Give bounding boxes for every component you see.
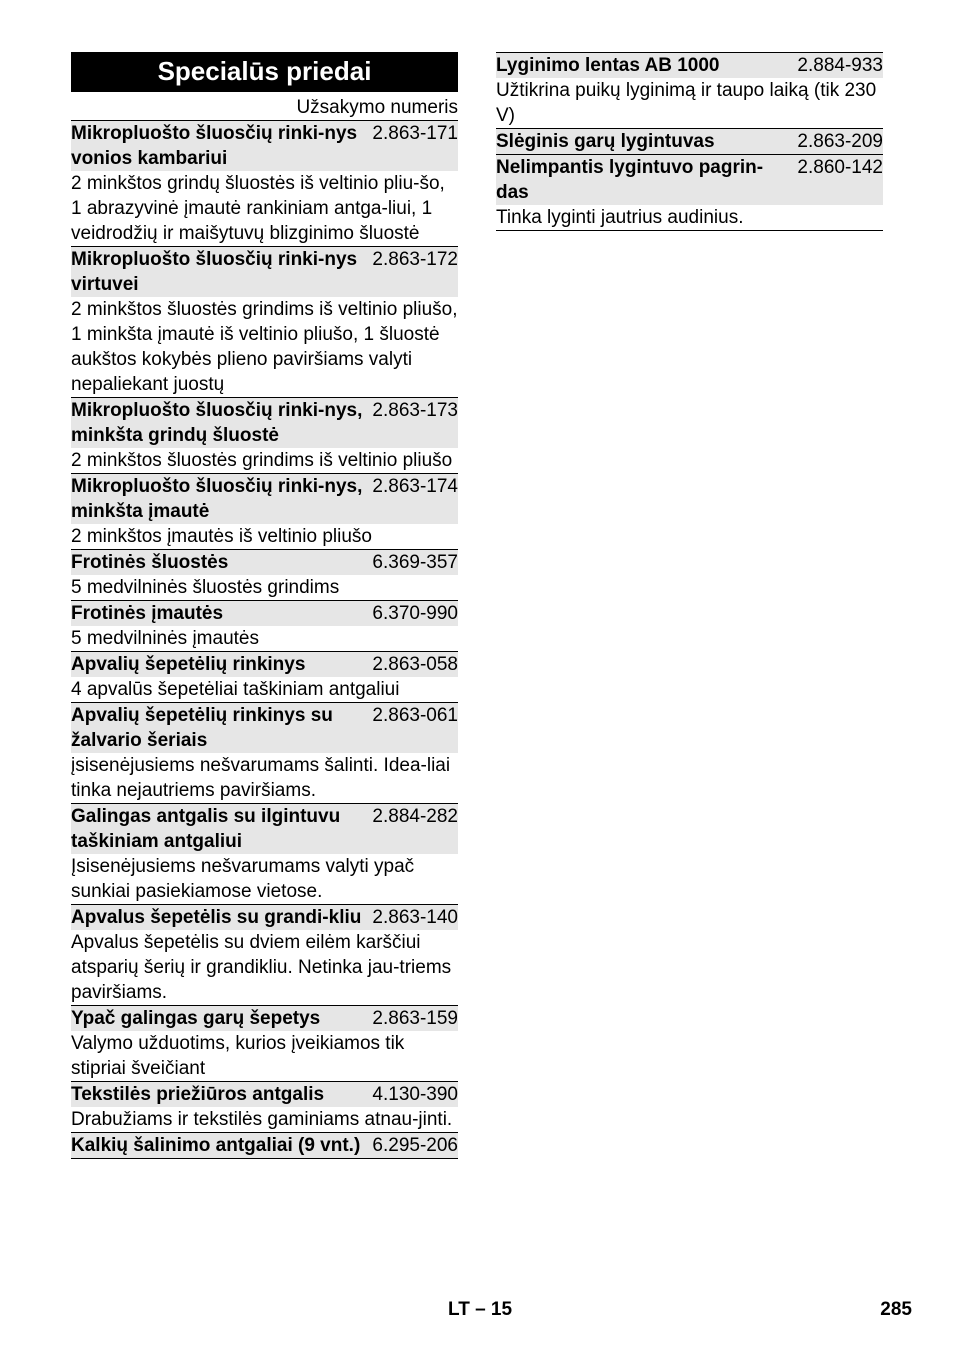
accessory-item-header: [71, 804, 458, 854]
accessory-description: Įsisenėjusiems nešvarumams valyti ypač sunkiai pasiekiamose vietose.: [71, 856, 415, 902]
left-column: [71, 52, 458, 1159]
order-number: 6.295-206: [372, 1135, 458, 1156]
accessory-item: [71, 1133, 458, 1159]
accessory-name: Frotinės įmautės: [71, 603, 224, 624]
accessory-list-right: [496, 52, 883, 231]
accessory-list-left: [71, 121, 458, 1159]
accessory-description: Drabužiams ir tekstilės gaminiams atnau-jinti.: [71, 1109, 453, 1130]
accessory-item-header: [496, 129, 883, 154]
accessory-name: Lyginimo lentas AB 1000: [496, 55, 720, 76]
section-title: Specialūs priedai: [71, 52, 458, 92]
accessory-item: [71, 601, 458, 652]
order-number: 2.863-058: [372, 654, 458, 675]
accessory-name: Nelimpantis lygintuvo pagrin-das: [496, 157, 764, 203]
accessory-description: įsisenėjusiems nešvarumams šalinti. Idea-liai tinka nejautriems paviršiams.: [71, 755, 451, 801]
accessory-item: [71, 474, 458, 550]
right-column: [496, 52, 883, 231]
accessory-description: 4 apvalūs šepetėliai taškiniam antgaliui: [71, 679, 400, 700]
accessory-description: 2 minkštos šluostės grindims iš veltinio pliušo: [71, 450, 453, 471]
accessory-name: Ypač galingas garų šepetys: [71, 1008, 321, 1029]
accessory-item-header: [71, 121, 458, 171]
accessory-name: Apvalių šepetėlių rinkinys: [71, 654, 306, 675]
accessory-item: [71, 247, 458, 398]
accessory-name: Apvalus šepetėlis su grandi-kliu: [71, 907, 362, 928]
accessory-item-header: [71, 247, 458, 297]
order-number: 2.884-282: [372, 806, 458, 827]
accessory-item: [71, 1006, 458, 1082]
order-number: 6.370-990: [372, 603, 458, 624]
accessory-item: [71, 550, 458, 601]
accessory-description: 2 minkštos šluostės grindims iš veltinio pliušo, 1 minkšta įmautė iš veltinio pliušo, 1 šluostė aukštos kokybės plieno paviršiams valyti nepaliekant juostų: [71, 299, 458, 395]
accessory-name: Galingas antgalis su ilgintuvu taškiniam antgaliui: [71, 806, 341, 852]
accessory-item: [71, 703, 458, 804]
accessory-item-header: [496, 155, 883, 205]
accessory-item-header: [71, 703, 458, 753]
accessory-item: [71, 1082, 458, 1133]
accessory-item-header: [71, 474, 458, 524]
accessory-item: [496, 129, 883, 155]
order-number: 2.884-933: [797, 55, 883, 76]
accessory-item: [71, 905, 458, 1006]
order-number: 4.130-390: [372, 1084, 458, 1105]
order-number: 2.863-209: [797, 131, 883, 152]
accessory-item-header: [71, 1082, 458, 1107]
accessory-name: Kalkių šalinimo antgaliai (9 vnt.): [71, 1135, 361, 1156]
accessory-name: Mikropluošto šluosčių rinki-nys vonios kambariui: [71, 123, 358, 169]
accessory-item-header: [71, 905, 458, 930]
order-number-header: Užsakymo numeris: [71, 92, 458, 121]
accessory-name: Tekstilės priežiūros antgalis: [71, 1084, 325, 1105]
accessory-item-header: [71, 1006, 458, 1031]
accessory-description: Apvalus šepetėlis su dviem eilėm karščiui atsparių šerių ir grandikliu. Netinka jau-triems paviršiams.: [71, 932, 452, 1003]
accessory-name: Slėginis garų lygintuvas: [496, 131, 715, 152]
order-number: 6.369-357: [372, 552, 458, 573]
accessory-name: Mikropluošto šluosčių rinki-nys, minkšta grindų šluostė: [71, 400, 363, 446]
accessory-item: [71, 121, 458, 247]
accessory-description: 2 minkštos įmautės iš veltinio pliušo: [71, 526, 372, 547]
order-number: 2.863-173: [372, 400, 458, 421]
accessory-name: Apvalių šepetėlių rinkinys su žalvario šeriais: [71, 705, 333, 751]
accessory-item-header: [71, 1133, 458, 1158]
order-number: 2.863-172: [372, 249, 458, 270]
accessory-item-header: [71, 398, 458, 448]
page-number: 285: [880, 1299, 912, 1320]
accessory-item: [496, 52, 883, 129]
order-number: 2.863-171: [372, 123, 458, 144]
accessory-name: Frotinės šluostės: [71, 552, 229, 573]
accessory-item-header: [496, 53, 883, 78]
order-number: 2.863-061: [372, 705, 458, 726]
order-number: 2.863-159: [372, 1008, 458, 1029]
order-number: 2.863-174: [372, 476, 458, 497]
accessory-description: Valymo užduotims, kurios įveikiamos tik stipriai šveičiant: [71, 1033, 405, 1079]
accessory-item: [71, 652, 458, 703]
accessory-item: [71, 398, 458, 474]
accessory-item-header: [71, 601, 458, 626]
accessory-description: 5 medvilninės šluostės grindims: [71, 577, 340, 598]
accessory-description: Tinka lyginti jautrius audinius.: [496, 207, 744, 228]
accessory-description: 5 medvilninės įmautės: [71, 628, 259, 649]
accessory-description: Užtikrina puikų lyginimą ir taupo laiką (tik 230 V): [496, 80, 877, 126]
order-number: 2.860-142: [797, 157, 883, 178]
accessory-item-header: [71, 652, 458, 677]
accessory-item: [71, 804, 458, 905]
accessory-item-header: [71, 550, 458, 575]
accessory-name: Mikropluošto šluosčių rinki-nys virtuvei: [71, 249, 358, 295]
footer-section-label: LT – 15: [448, 1299, 513, 1320]
order-number: 2.863-140: [372, 907, 458, 928]
accessory-name: Mikropluošto šluosčių rinki-nys, minkšta įmautė: [71, 476, 363, 522]
accessory-description: 2 minkštos grindų šluostės iš veltinio pliu-šo, 1 abrazyvinė įmautė rankiniam antga-liui, 1 veidrodžių ir maišytuvų blizginimo šluostė: [71, 173, 445, 244]
accessory-item: [496, 155, 883, 231]
